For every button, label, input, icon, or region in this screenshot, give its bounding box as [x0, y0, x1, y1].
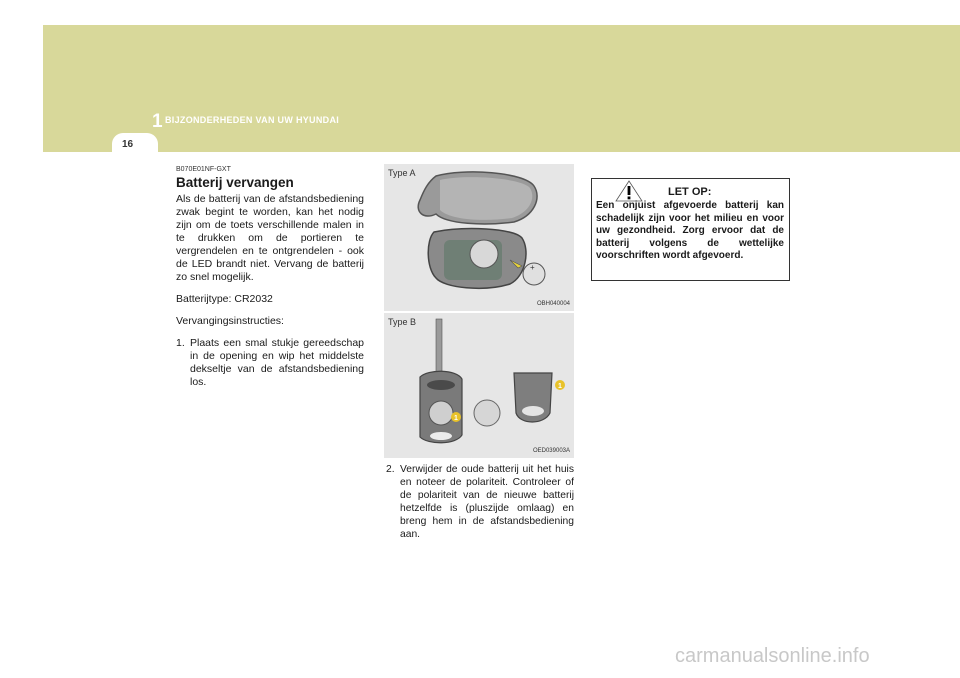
warning-text: Een onjuist afgevoerde batterij kan schadelijk zijn voor het milieu en voor uw gezondheid. Zorg ervoor dat de batterij volgens de wettelijke voorschriften wordt afgevoerd. — [596, 200, 784, 262]
step-1-text: Plaats een smal stukje gereedschap in de opening en wip het middelste dekseltje van de afstandsbediening los. — [190, 337, 364, 388]
key-fob-type-a-illustration — [384, 164, 574, 311]
key-fob-type-b-illustration — [384, 313, 574, 458]
intro-paragraph: Als de batterij van de afstandsbediening zwak begint te worden, kan het nodig zijn om de toets verschillende malen in te drukken om de portieren te vergrendelen en te ontgrendelen - ook de LED brandt niet. Vervang de batterij zo snel mogelijk. — [176, 193, 364, 283]
step-2-number: 2. — [386, 464, 395, 475]
figure-a-code: OBH040004 — [536, 301, 570, 307]
figure-b-label: Type B — [388, 317, 417, 327]
text-column-middle — [386, 463, 574, 541]
page-number: 16 — [122, 139, 134, 150]
chapter-header-band — [43, 25, 960, 152]
warning-triangle-icon — [616, 181, 642, 201]
callout-2: 1 — [558, 383, 562, 390]
chapter-title: BIJZONDERHEDEN VAN UW HYUNDAI — [165, 115, 340, 125]
text-column-left — [176, 166, 364, 389]
figure-b-code: OED039003A — [532, 448, 570, 454]
figure-type-b — [384, 313, 574, 458]
figure-a-label: Type A — [388, 168, 416, 178]
step-1-number: 1. — [176, 337, 185, 349]
instructions-heading: Vervangingsinstructies: — [176, 315, 284, 327]
callout-1: 1 — [454, 415, 458, 422]
svg-text:+: + — [530, 263, 535, 272]
section-code: B070E01NF-GXT — [176, 166, 231, 173]
section-title: Batterij vervangen — [176, 175, 294, 190]
step-1 — [176, 337, 364, 389]
page-number-tab — [112, 133, 158, 155]
chapter-number: 1 — [152, 111, 163, 132]
battery-type: Batterijtype: CR2032 — [176, 293, 273, 305]
watermark: carmanualsonline.info — [675, 645, 870, 667]
step-2-text: Verwijder de oude batterij uit het huis en noteer de polariteit. Controleer of de polariteit van de nieuwe batterij hetzelfde is (pluszijde omlaag) en breng hem in de afstandsbediening aan. — [400, 464, 574, 540]
figure-type-a — [384, 164, 574, 311]
warning-title: LET OP: — [668, 186, 712, 198]
step-2 — [386, 463, 574, 541]
warning-box — [591, 178, 790, 281]
